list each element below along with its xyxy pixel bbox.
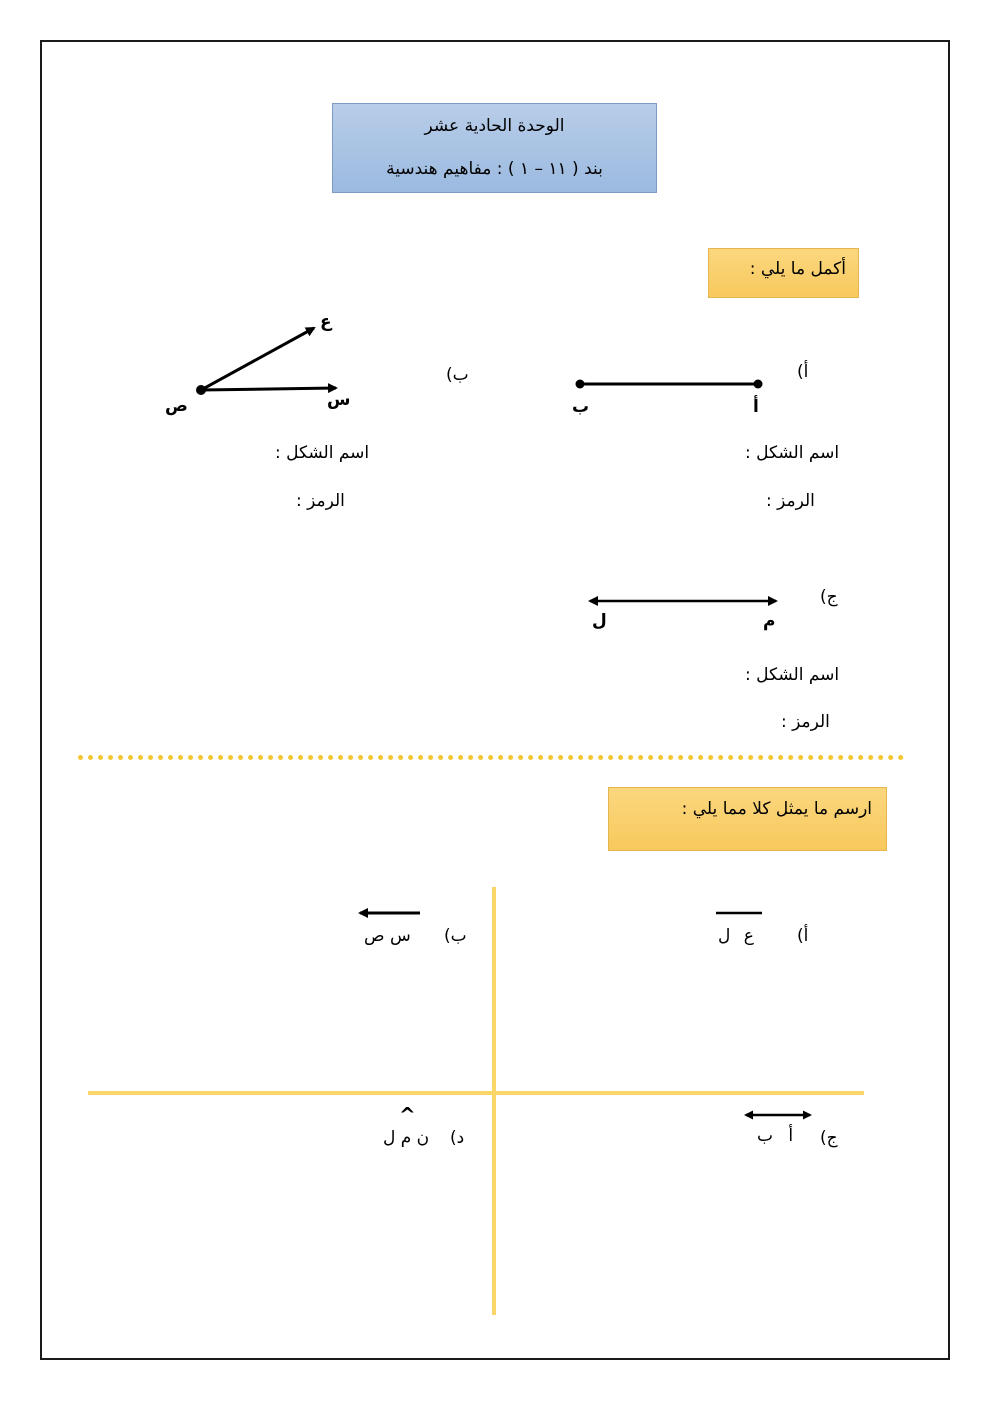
draw-item-d-symbol: ن م ل (383, 1128, 430, 1148)
draw-item-a-symbol: ع ل (718, 926, 754, 946)
draw-item-b-marker: ب) (444, 926, 467, 946)
item-b-marker: ب) (446, 365, 469, 385)
draw-item-b-symbol: س ص (364, 926, 411, 946)
point-ain-label: ع (320, 312, 332, 332)
angle-hat-icon: ^ (399, 1103, 416, 1127)
item-c-symbol: الرمز : (781, 712, 830, 732)
unit-title: الوحدة الحادية عشر (424, 116, 565, 136)
point-a-label: أ (753, 397, 759, 417)
point-seen-label: س (327, 390, 351, 410)
instruction-complete: أكمل ما يلي : (749, 259, 846, 279)
instruction-draw: ارسم ما يمثل كلا مما يلي : (681, 799, 872, 819)
item-a-marker: أ) (797, 362, 809, 382)
draw-item-c-marker: ج) (820, 1128, 838, 1148)
draw-item-c-symbol: أ ب (757, 1126, 794, 1146)
item-a-symbol: الرمز : (766, 491, 815, 511)
section-title: بند ( ١١ – ١ ) : مفاهيم هندسية (386, 159, 603, 179)
item-a-shape-name: اسم الشكل : (745, 443, 840, 463)
point-sad-label: ص (165, 396, 188, 416)
point-b-label: ب (572, 397, 590, 417)
point-lam-label: ل (592, 611, 607, 631)
point-meem-label: م (763, 611, 776, 631)
item-b-symbol: الرمز : (296, 491, 345, 511)
item-b-shape-name: اسم الشكل : (275, 443, 370, 463)
draw-item-d-marker: د) (450, 1128, 465, 1148)
item-c-marker: ج) (820, 587, 838, 607)
draw-item-a-marker: أ) (797, 926, 809, 946)
item-c-shape-name: اسم الشكل : (745, 665, 840, 685)
